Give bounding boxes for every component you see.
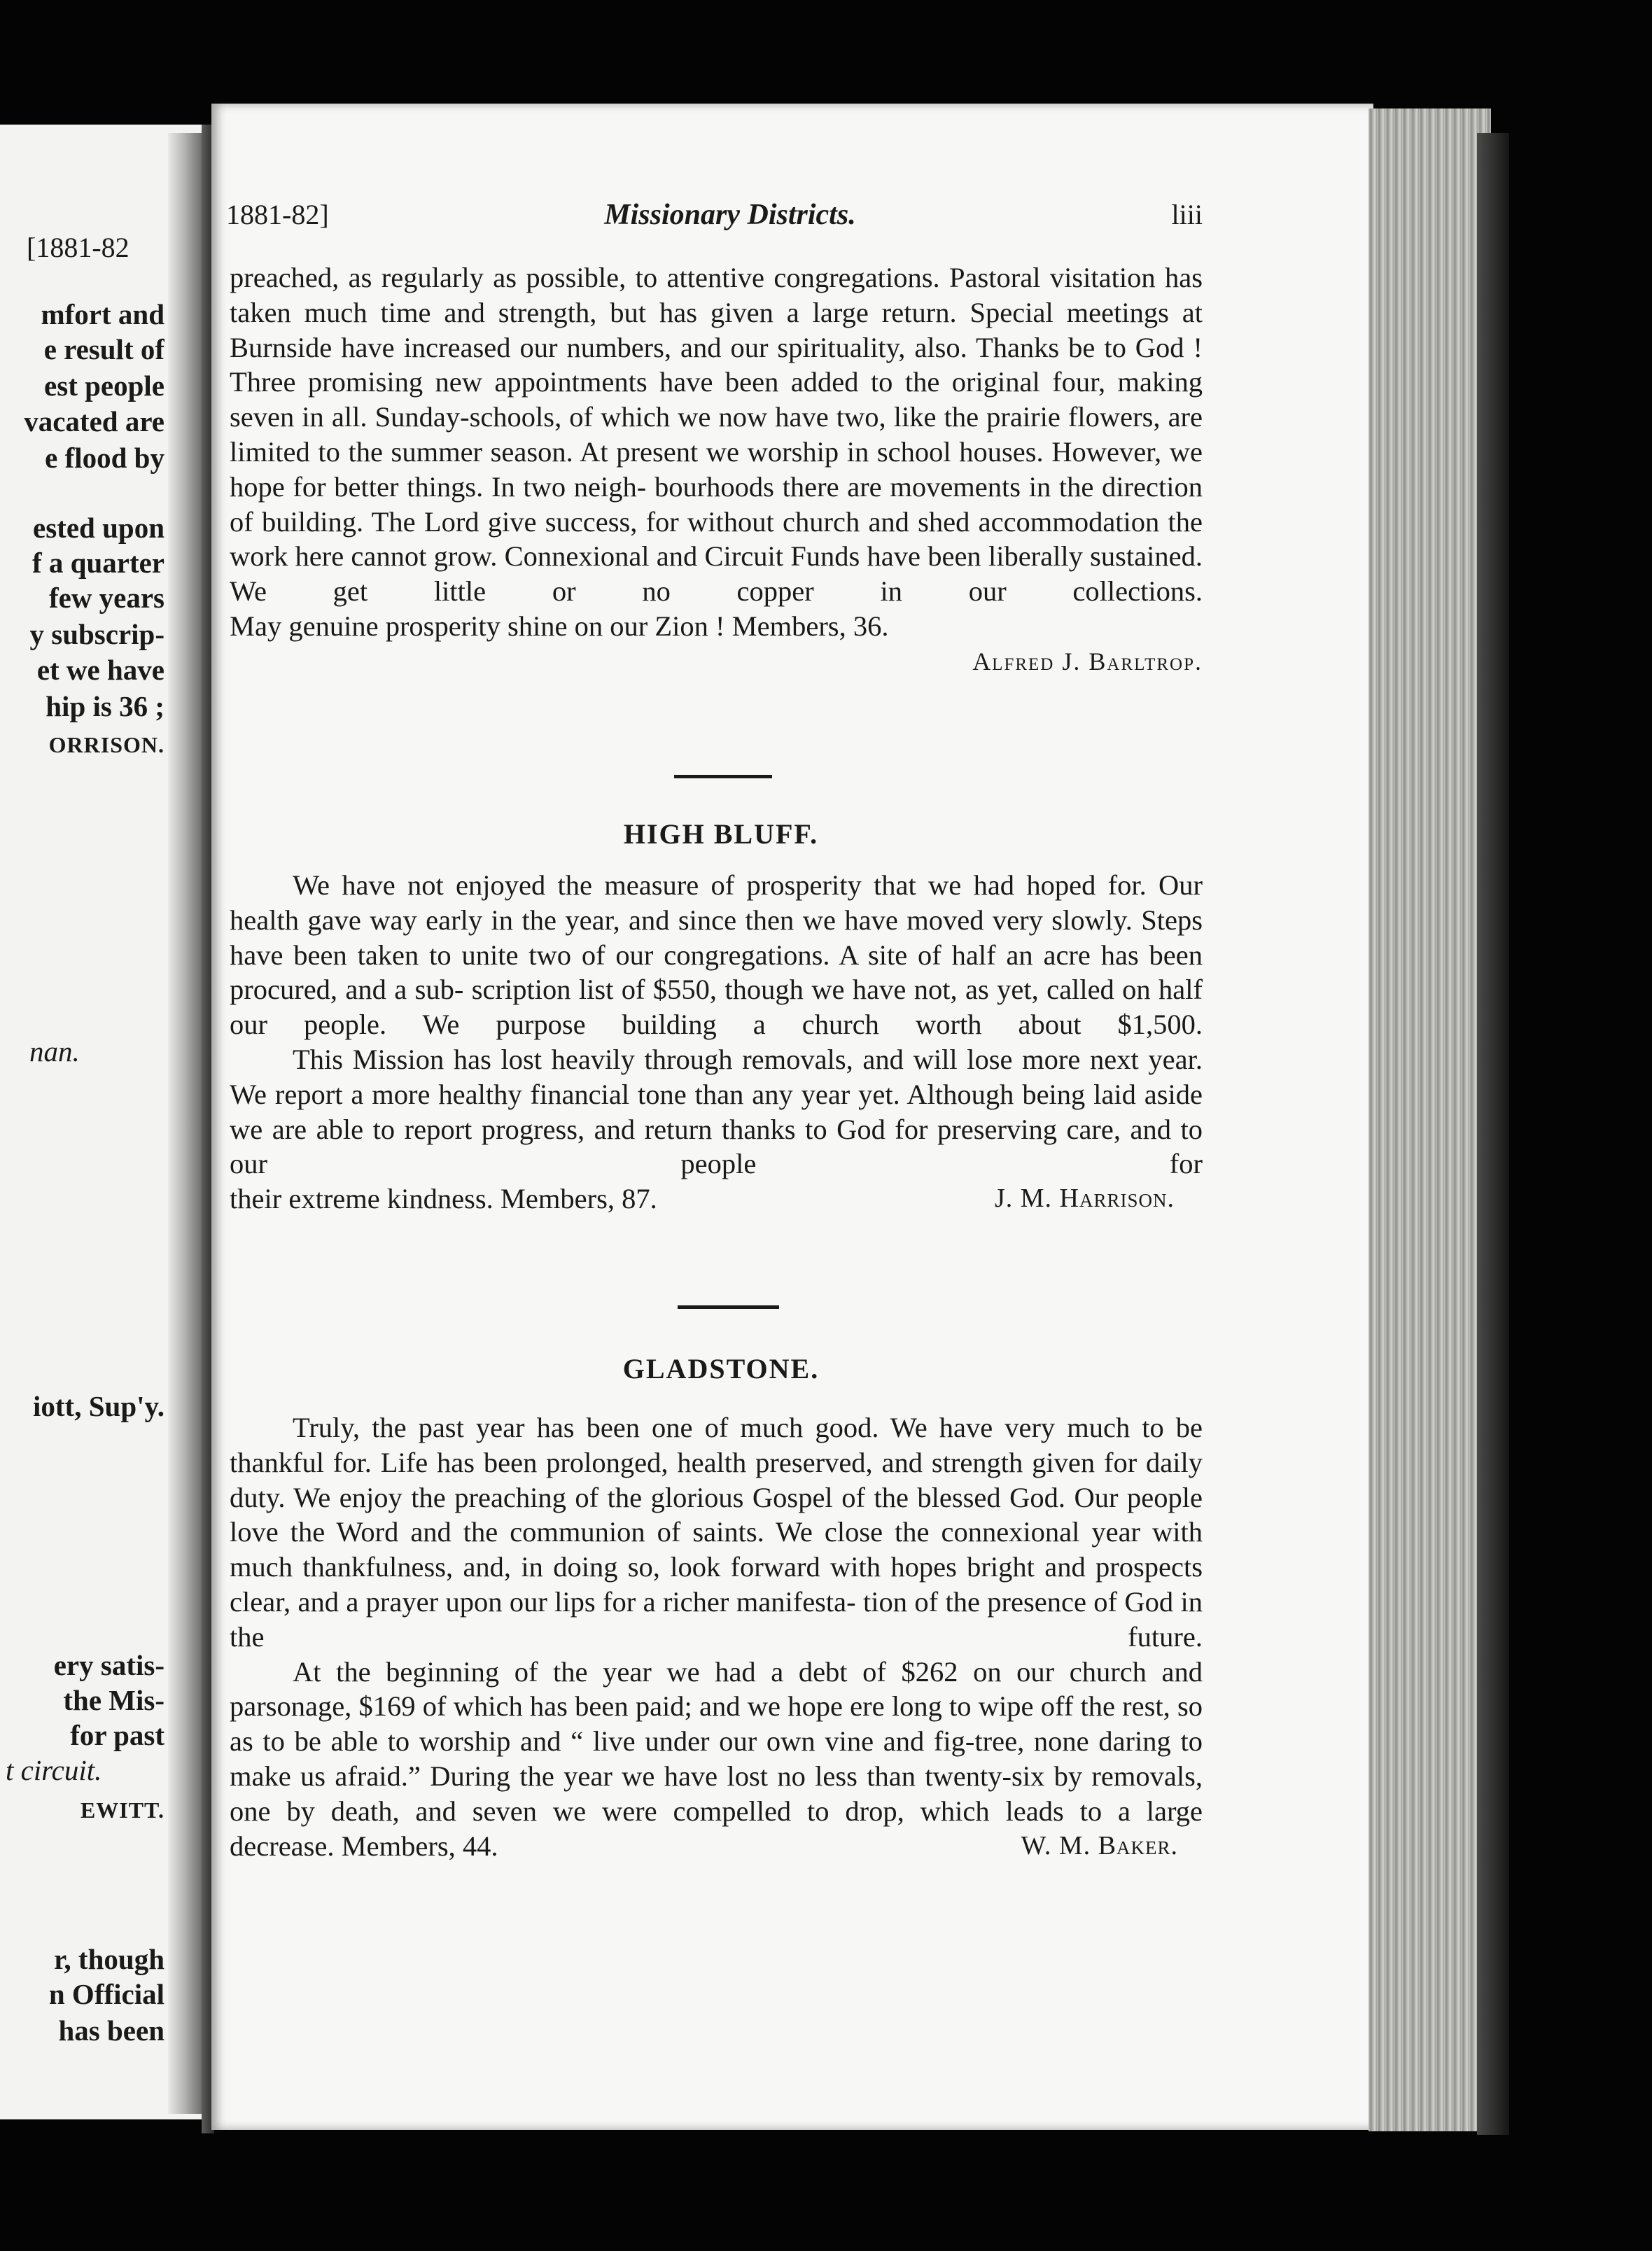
left-page-gutter [168,133,202,2114]
previous-page-line: has been [58,2014,164,2047]
continuation-signature: Alfred J. Barltrop. [972,647,1203,675]
header-years: 1881-82] [226,199,329,230]
gladstone-paragraph-1: Truly, the past year has been one of much good. We have very much to be thankful for. Life has been prolonged, health preserved, and strength given for daily duty. We enjoy the preaching of the glorious Gospel of the blessed God. Our people love the Word and the communion of saints. We close the connexional year with much thankfulness, and, in doing so, look forward with hopes bright and prospects clear, and a prayer upon our lips for a richer manifesta- tion of the presence of God in the future. [230,1412,1203,1653]
previous-page-line: for past [70,1719,164,1751]
previous-page-line: hip is 36 ; [46,690,164,722]
running-header [226,198,1203,237]
gladstone-report [230,1410,1203,1863]
section-title-high-bluff: HIGH BLUFF. [623,818,819,850]
previous-page-line: iott, Sup'y. [33,1390,164,1422]
previous-page-line: few years [48,582,164,614]
previous-page-line: e result of [43,333,164,365]
previous-page-line: f a quarter [31,547,164,579]
header-title: Missionary Districts. [604,199,856,231]
section-title-gladstone: GLADSTONE. [622,1353,820,1384]
section-divider [674,775,772,778]
page-number: liii [1171,199,1203,230]
previous-page-line: et we have [36,654,164,686]
previous-page-line: EWITT. [80,1797,164,1823]
section-divider [678,1305,779,1309]
previous-page-line: t circuit. [6,1754,102,1786]
previous-page-line: ORRISON. [48,732,164,757]
high-bluff-paragraph-1: We have not enjoyed the measure of prosperity that we had hoped for. Our health gave way early in the year, and since then we have moved very slowly. Steps have been taken to unite two of our congregations. A site of half an acre has been procured, and a sub- scription list of $550, though we have not, as yet, called on half our people. We purpose building a church worth about $1,500. [230,869,1203,1041]
gladstone-last-line: decrease. Members, 44. W. M. Baker. [230,1829,1203,1864]
previous-page-line: [1881-82 [27,232,130,263]
high-bluff-last-line: their extreme kindness. Members, 87. J. M. Harrison. [230,1181,1203,1216]
gladstone-paragraph-2: At the beginning of the year we had a debt of $262 on our church and parsonage, $169 of which has been paid; and we hope ere long to wipe off the rest, so as to be able to worship and “ live under our own vine and fig-tree, none daring to make us afraid.” During the year we have lost no less than twenty-six by removals, one by death, and seven we were compelled to drop, which leads to a large [230,1655,1203,1827]
previous-page-line: y subscrip- [29,618,164,650]
page-block-edge [1368,108,1491,2131]
continuation-last-line: May genuine prosperity shine on our Zion ! Members, 36. [230,610,889,642]
high-bluff-report [230,868,1203,1216]
high-bluff-signature: J. M. Harrison. [994,1184,1175,1214]
previous-page-line: nan. [29,1035,80,1067]
high-bluff-paragraph-2: This Mission has lost heavily through removals, and will lose more next year. We report a more healthy financial tone than any year yet. Although being laid aside we are able to report progress, and return thanks to God for preserving care, and to our people for [230,1043,1203,1180]
previous-page-line: mfort and [41,298,164,330]
gladstone-signature: W. M. Baker. [1021,1830,1178,1860]
previous-page-line: r, though [54,1943,164,1975]
previous-page-line: est people [44,370,164,402]
burnside-report-continuation [230,260,1203,679]
previous-page-line: the Mis- [63,1684,164,1716]
continuation-paragraph: preached, as regularly as possible, to attentive congregations. Pastoral visitation has taken much time and strength, but has given a large return. Special meetings at Burnside have increased our numbers, and our spirituality, also. Thanks be to God ! Three promising new appointments have been added to the original four, making seven in all. Sunday-schools, of which we now have two, like the prairie flowers, are limited to the summer season. At present we worship in school houses. However, we hope for better things. In two neigh- bourhoods there are movements in the direction of building. The Lord give success, for without church and shed accommodation the work here cannot grow. Connexional and Circuit Funds have been liberally sustained. We get little or no copper in our collections. [230,262,1203,608]
previous-page-line: n Official [48,1978,164,2010]
book-cover-edge [1477,133,1509,2135]
previous-page-line: vacated are [24,405,164,437]
previous-page-line: ery satis- [53,1649,164,1681]
previous-page-line: e flood by [45,442,164,474]
previous-page-line: ested upon [33,512,164,544]
